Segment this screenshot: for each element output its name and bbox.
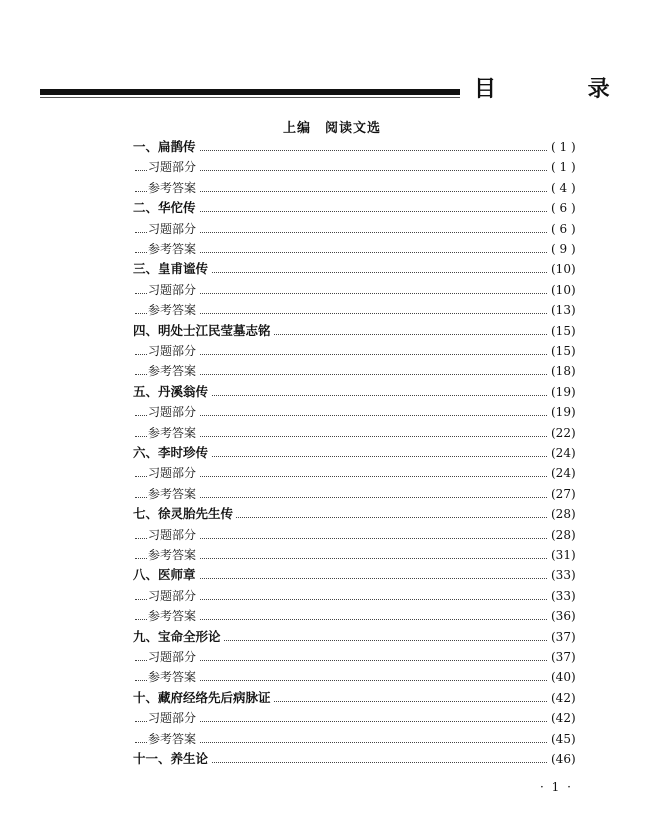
- toc-page-number: (24): [549, 443, 576, 463]
- toc-row[interactable]: [0, 463, 664, 483]
- toc-row[interactable]: [0, 545, 664, 565]
- toc-row[interactable]: [0, 627, 664, 647]
- toc-row[interactable]: [0, 280, 664, 300]
- toc-page-number: (31): [549, 545, 576, 565]
- toc-subsection-title: 习题部分: [148, 341, 199, 361]
- toc-row[interactable]: [0, 443, 664, 463]
- toc-row[interactable]: [0, 565, 664, 585]
- toc-page-number: ( 6 ): [549, 198, 576, 218]
- toc-page-number: (27): [549, 484, 576, 504]
- toc-page-number: ( 9 ): [549, 239, 576, 259]
- toc-subsection-title: 习题部分: [148, 157, 199, 177]
- toc-subsection-title: 参考答案: [148, 729, 199, 749]
- toc-subsection-title: 参考答案: [148, 606, 199, 626]
- toc-row[interactable]: [0, 361, 664, 381]
- toc-page-number: (45): [549, 729, 576, 749]
- toc-page-number: (19): [549, 382, 576, 402]
- toc-row[interactable]: [0, 484, 664, 504]
- toc-subsection-title: 习题部分: [148, 219, 199, 239]
- toc-page-number: (28): [549, 504, 576, 524]
- toc-row[interactable]: [0, 708, 664, 728]
- toc-row[interactable]: [0, 667, 664, 687]
- section-heading: 上编 阅读文选: [282, 121, 381, 136]
- toc-subsection-title: 参考答案: [148, 178, 199, 198]
- toc-row[interactable]: [0, 402, 664, 422]
- toc-chapter-title: 九、宝命全形论: [133, 627, 224, 647]
- toc-page-number: (13): [549, 300, 576, 320]
- toc-page-number: (42): [549, 708, 576, 728]
- toc-row[interactable]: [0, 382, 664, 402]
- toc-row[interactable]: [0, 423, 664, 443]
- toc-chapter-title: 五、丹溪翁传: [133, 382, 211, 402]
- toc-chapter-title: 四、明处士江民莹墓志铭: [133, 321, 274, 341]
- toc-subsection-title: 习题部分: [148, 402, 199, 422]
- toc-page-number: (22): [549, 423, 576, 443]
- toc-subsection-title: 参考答案: [148, 484, 199, 504]
- toc-row[interactable]: [0, 259, 664, 279]
- toc-page-number: (37): [549, 627, 576, 647]
- toc-row[interactable]: [0, 321, 664, 341]
- toc-page-number: ( 1 ): [549, 157, 576, 177]
- toc-page-number: ( 6 ): [549, 219, 576, 239]
- toc-row[interactable]: [0, 606, 664, 626]
- toc-row[interactable]: [0, 300, 664, 320]
- toc-page-number: (10): [549, 280, 576, 300]
- toc-page-number: (37): [549, 647, 576, 667]
- toc-row[interactable]: [0, 647, 664, 667]
- toc-chapter-title: 七、徐灵胎先生传: [133, 504, 236, 524]
- toc-chapter-title: 一、扁鹊传: [133, 137, 199, 157]
- page-title: 目 录: [474, 77, 652, 102]
- title-rule-thin: [40, 97, 460, 98]
- toc-row[interactable]: [0, 729, 664, 749]
- toc-page-number: (24): [549, 463, 576, 483]
- toc-subsection-title: 习题部分: [148, 280, 199, 300]
- toc-row[interactable]: [0, 198, 664, 218]
- toc-page-number: (28): [549, 525, 576, 545]
- toc-chapter-title: 六、李时珍传: [133, 443, 211, 463]
- toc-row[interactable]: [0, 239, 664, 259]
- toc-page-number: (36): [549, 606, 576, 626]
- toc-row[interactable]: [0, 137, 664, 157]
- toc-row[interactable]: [0, 504, 664, 524]
- toc-chapter-title: 二、华佗传: [133, 198, 199, 218]
- toc-row[interactable]: [0, 688, 664, 708]
- toc-page-number: (33): [549, 586, 576, 606]
- toc-chapter-title: 三、皇甫谧传: [133, 259, 211, 279]
- title-rule-thick: [40, 89, 460, 95]
- toc-page-number: (19): [549, 402, 576, 422]
- toc-page-number: (18): [549, 361, 576, 381]
- toc-subsection-title: 参考答案: [148, 300, 199, 320]
- toc-subsection-title: 参考答案: [148, 667, 199, 687]
- toc-chapter-title: 十一、养生论: [133, 749, 211, 769]
- toc-subsection-title: 习题部分: [148, 647, 199, 667]
- toc-row[interactable]: [0, 586, 664, 606]
- toc-subsection-title: 习题部分: [148, 463, 199, 483]
- toc-page-number: (33): [549, 565, 576, 585]
- toc-page-number: (15): [549, 321, 576, 341]
- toc-row[interactable]: [0, 157, 664, 177]
- toc-page-number: (40): [549, 667, 576, 687]
- toc-page-number: ( 4 ): [549, 178, 576, 198]
- toc-page-number: ( 1 ): [549, 137, 576, 157]
- toc-page-number: (46): [549, 749, 576, 769]
- toc-row[interactable]: [0, 178, 664, 198]
- toc-subsection-title: 参考答案: [148, 545, 199, 565]
- toc-row[interactable]: [0, 219, 664, 239]
- toc-subsection-title: 习题部分: [148, 708, 199, 728]
- toc-subsection-title: 习题部分: [148, 586, 199, 606]
- toc-row[interactable]: [0, 341, 664, 361]
- toc-page-number: (42): [549, 688, 576, 708]
- toc-subsection-title: 参考答案: [148, 361, 199, 381]
- page-number: · 1 ·: [540, 780, 573, 794]
- toc-chapter-title: 十、藏府经络先后病脉证: [133, 688, 274, 708]
- toc-subsection-title: 参考答案: [148, 423, 199, 443]
- toc-row[interactable]: [0, 749, 664, 769]
- toc-chapter-title: 八、医师章: [133, 565, 199, 585]
- toc-subsection-title: 参考答案: [148, 239, 199, 259]
- toc-row[interactable]: [0, 525, 664, 545]
- toc-page-number: (10): [549, 259, 576, 279]
- toc-subsection-title: 习题部分: [148, 525, 199, 545]
- toc-page-number: (15): [549, 341, 576, 361]
